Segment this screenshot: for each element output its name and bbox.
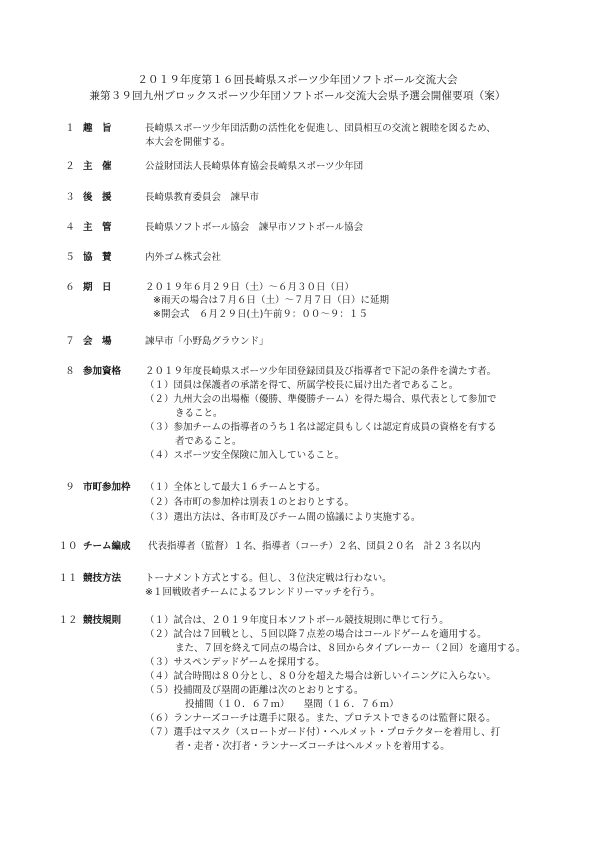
section-line: 投捕間（１０．６７ｍ） 塁間（１６．７６ｍ） [185, 699, 399, 710]
section-label: 趣 旨 [83, 123, 112, 134]
section-line: 長崎県ソフトボール協会 諫早市ソフトボール協会 [145, 222, 364, 233]
section-line: 内外ゴム株式会社 [145, 252, 222, 263]
section-label: 主 管 [83, 222, 112, 233]
section-number: ７ [65, 336, 75, 347]
section-number: ６ [65, 282, 75, 293]
section-line: （１）団員は保護者の承諾を得て、所属学校長に届け出た者であること。 [145, 380, 459, 391]
section-line: （３）参加チームの指導者のうち１名は認定員もしくは認定育成員の資格を有する [145, 422, 497, 433]
section-number: ４ [65, 222, 75, 233]
document-title-line1: ２０１９年度第１６回長崎県スポーツ少年団ソフトボール交流大会 [137, 74, 458, 86]
section-number: ５ [65, 252, 75, 263]
section-label: 主 催 [83, 161, 112, 172]
section-label: 参加資格 [83, 366, 122, 377]
section-label: 期 日 [83, 282, 112, 293]
section-number: １２ [58, 615, 78, 626]
section-line: 者・走者・次打者・ランナーズコーチはヘルメットを着用する。 [175, 741, 450, 752]
section-line: （１）全体として最大１６チームとする。 [145, 482, 326, 493]
section-line: また、７回を終えて同点の場合は、８回からタイブレーカー（２回）を適用する。 [175, 643, 526, 654]
section-number: ２ [65, 161, 75, 172]
section-number: ９ [65, 482, 75, 493]
section-line: （２）九州大会の出場権（優勝、準優勝チーム）を得た場合、県代表として参加で [145, 394, 497, 405]
section-label: 会 場 [83, 336, 112, 347]
section-line: 公益財団法人長崎県体育協会長崎県スポーツ少年団 [145, 161, 364, 172]
document-title-line2: 兼第３９回九州ブロックスポーツ少年団ソフトボール交流大会県予選会開催要項（案） [89, 90, 506, 102]
section-line: 代表指導者（監督）１名、指導者（コーチ）２名、団員２０名 計２３名以内 [148, 541, 481, 552]
section-line: （５）投捕間及び塁間の距離は次のとおりとする。 [145, 685, 364, 696]
section-line: （３）サスペンデッドゲームを採用する。 [145, 657, 325, 668]
section-label: 市町参加枠 [83, 482, 131, 493]
section-number: １ [65, 123, 75, 134]
section-line: ※１回戦敗者チームによるフレンドリーマッチを行う。 [145, 587, 380, 598]
section-line: （４）スポーツ安全保険に加入していること。 [145, 450, 345, 461]
section-number: ８ [65, 366, 75, 377]
section-line: ※雨天の場合は７月６日（土）～７月７日（日）に延期 [153, 295, 389, 306]
section-number: １１ [58, 573, 78, 584]
section-label: 協 賛 [83, 252, 112, 263]
section-line: ※開会式 ６月２９日(土)午前９：００～９：１５ [153, 309, 368, 320]
section-line: 長崎県教育委員会 諫早市 [145, 192, 260, 203]
section-line: （１）試合は、２０１９年度日本ソフトボール競技規則に準じて行う。 [145, 615, 449, 626]
section-line: （６）ランナーズコーチは選手に限る。また、プロテストできるのは監督に限る。 [145, 713, 496, 724]
section-line: （２）試合は７回戦とし、５回以降７点差の場合はコールドゲームを適用する。 [145, 629, 487, 640]
section-line: ２０１９年度長崎県スポーツ少年団登録団員及び指導者で下記の条件を満たす者。 [145, 366, 497, 377]
section-line: 長崎県スポーツ少年団活動の活性化を促進し、団員相互の交流と親睦を図るため、 [145, 123, 496, 134]
section-label: 競技規則 [83, 615, 122, 626]
section-line: 諫早市「小野島グラウンド」 [145, 336, 269, 347]
section-label: 競技方法 [83, 573, 122, 584]
section-line: （４）試合時間は８０分とし、８０分を超えた場合は新しいイニングに入らない。 [145, 671, 496, 682]
section-line: 者であること。 [175, 436, 242, 447]
section-line: トーナメント方式とする。但し、３位決定戦は行わない。 [145, 573, 392, 584]
section-number: １０ [58, 541, 78, 552]
section-line: （３）選出方法は、各市町及びチーム間の協議により実施する。 [145, 512, 421, 523]
section-line: ２０１９年６月２９日（土）～６月３０日（日） [145, 282, 355, 293]
section-line: きること。 [175, 408, 223, 419]
section-number: ３ [65, 192, 75, 203]
section-line: （７）選手はマスク（スロートガード付）・ヘルメット・プロテクターを着用し、打 [145, 727, 501, 738]
section-line: 本大会を開催する。 [145, 137, 231, 148]
section-label: チーム編成 [83, 541, 131, 552]
section-label: 後 援 [83, 192, 112, 203]
section-line: （２）各市町の参加枠は別表１のとおりとする。 [145, 497, 355, 508]
